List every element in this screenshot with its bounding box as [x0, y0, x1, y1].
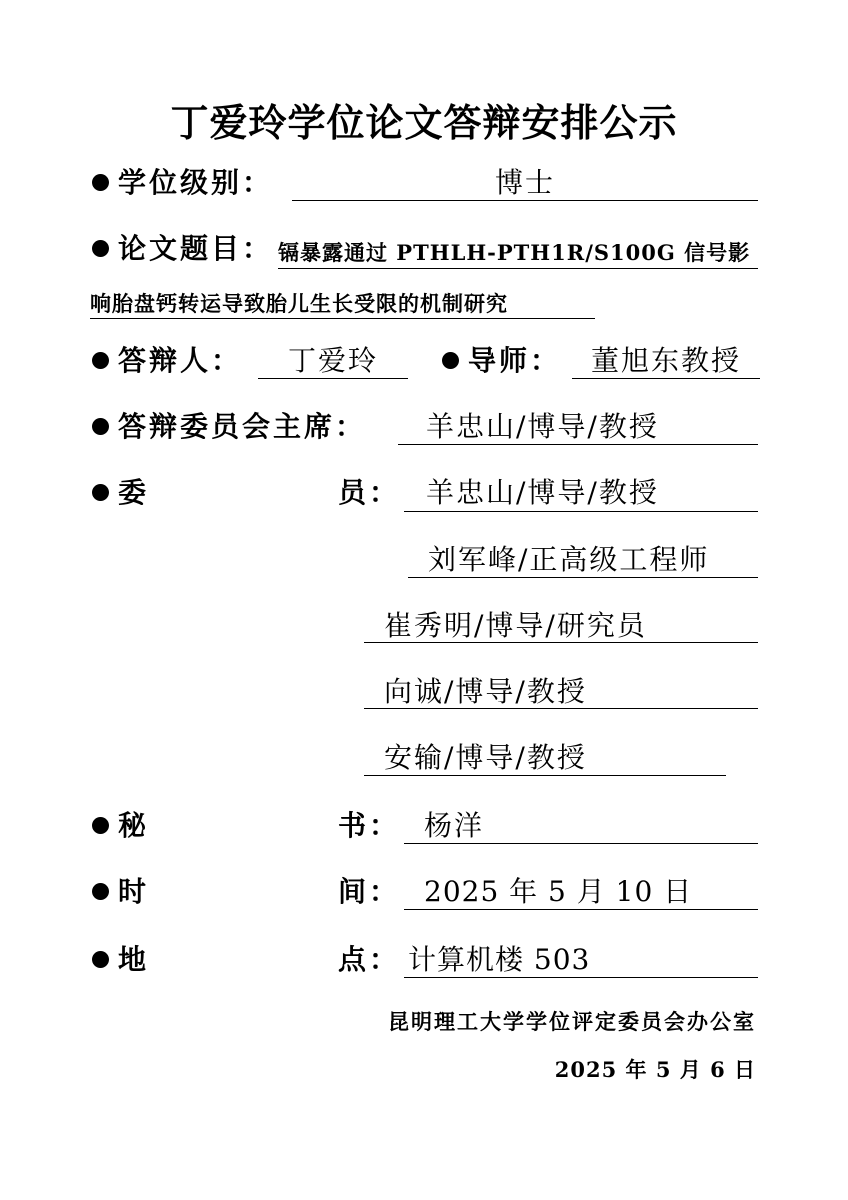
degree-underline: [292, 200, 758, 201]
bullet-icon: [92, 352, 109, 369]
time-value: 2025 年 5 月 10 日: [424, 875, 693, 908]
time-label-right: 间：: [338, 875, 401, 908]
bullet-icon: [92, 418, 109, 435]
secretary-underline: [404, 843, 758, 844]
member-item: 向诚/博导/教授: [384, 675, 587, 708]
thesis-title-line1: 镉暴露通过 PTHLH-PTH1R/S100G 信号影: [278, 240, 751, 265]
defender-value: 丁爱玲: [287, 344, 378, 377]
issue-date: 2025 年 5 月 6 日: [554, 1057, 756, 1082]
member-underline: [364, 708, 758, 709]
issuing-office: 昆明理工大学学位评定委员会办公室: [388, 1009, 756, 1034]
place-underline: [404, 977, 758, 978]
bullet-icon: [92, 484, 109, 501]
bullet-icon: [92, 240, 109, 257]
chair-label: 答辩委员会主席：: [118, 410, 367, 443]
bullet-icon: [92, 951, 109, 968]
time-label-left: 时: [118, 875, 150, 908]
thesis-underline-2: [90, 318, 595, 319]
members-label-right: 员：: [338, 476, 401, 509]
member-underline: [364, 642, 758, 643]
bullet-icon: [92, 883, 109, 900]
defender-label: 答辩人：: [118, 344, 243, 377]
member-item: 刘军峰/正高级工程师: [428, 543, 710, 576]
time-underline: [404, 909, 758, 910]
thesis-underline-1: [278, 268, 758, 269]
member-underline: [364, 775, 726, 776]
thesis-label: 论文题目：: [118, 232, 274, 265]
defender-underline: [258, 378, 408, 379]
bullet-icon: [442, 352, 459, 369]
member-item: 崔秀明/博导/研究员: [384, 609, 647, 642]
member-item: 安输/博导/教授: [384, 741, 587, 774]
degree-value: 博士: [494, 166, 555, 199]
member-underline: [404, 511, 758, 512]
place-label-left: 地: [118, 943, 150, 976]
chair-underline: [398, 444, 758, 445]
advisor-label: 导师：: [468, 344, 562, 377]
advisor-value: 董旭东教授: [590, 344, 741, 377]
members-label-left: 委: [118, 476, 150, 509]
chair-value: 羊忠山/博导/教授: [426, 410, 659, 443]
place-value: 计算机楼 503: [408, 943, 591, 976]
advisor-underline: [572, 378, 760, 379]
bullet-icon: [92, 817, 109, 834]
bullet-icon: [92, 174, 109, 191]
secretary-value: 杨洋: [424, 809, 485, 842]
thesis-title-line2: 响胎盘钙转运导致胎儿生长受限的机制研究: [90, 291, 508, 316]
place-label-right: 点：: [338, 943, 401, 976]
degree-label: 学位级别：: [118, 166, 274, 199]
member-item: 羊忠山/博导/教授: [426, 476, 659, 509]
member-underline: [408, 577, 758, 578]
secretary-label-left: 秘: [118, 809, 150, 842]
page-title: 丁爱玲学位论文答辩安排公示: [170, 101, 678, 145]
secretary-label-right: 书：: [338, 809, 401, 842]
